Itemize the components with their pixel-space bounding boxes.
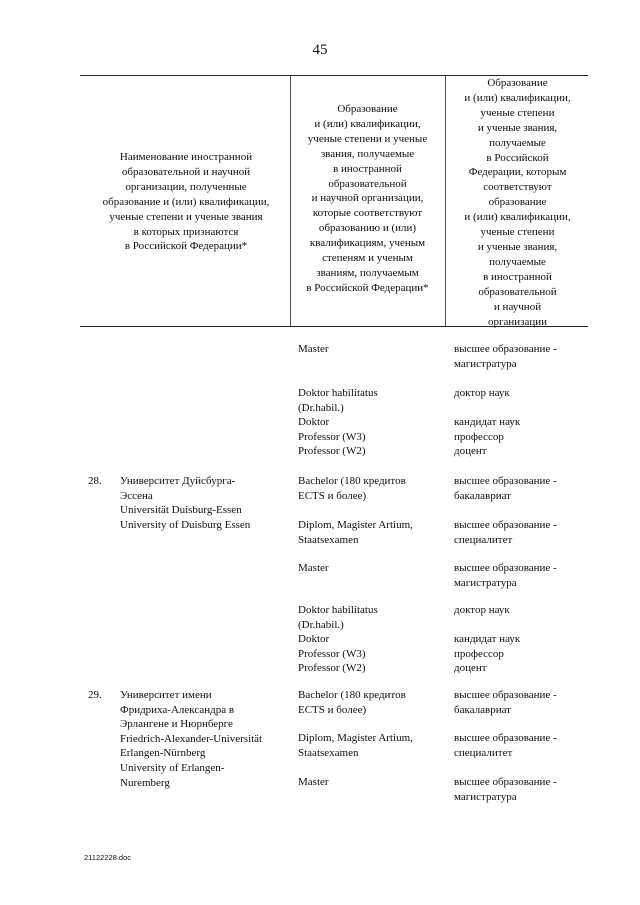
document-footer: 21122228.doc <box>84 853 131 862</box>
foreign-qualification: Diplom, Magister Artium, Staatsexamen <box>298 519 413 546</box>
row-number: 29. <box>88 689 102 701</box>
organization-name: Университет Дуйсбурга- Эссена Universität Duisburg-Essen University of Duisburg Essen <box>120 475 251 531</box>
column-divider-1 <box>290 76 291 326</box>
row-number: 28. <box>88 475 102 487</box>
russian-qualification: доктор наук кандидат наук профессор доцент <box>454 387 521 458</box>
russian-qualification: высшее образование - магистратура <box>454 343 557 370</box>
page-number: 45 <box>312 42 328 58</box>
foreign-qualification: Doktor habilitatus (Dr.habil.) Doktor Professor (W3) Professor (W2) <box>298 387 378 458</box>
foreign-qualification: Bachelor (180 кредитов ECTS и более) <box>298 689 406 716</box>
header-foreign-qualification: Образование и (или) квалификации, ученые степени и ученые звания, получаемые в иностранной образовательной и научной организации, которые соответствуют образованию и (или) квалификациям, ученым степеням и ученым званиям, получаемым в Российской Федерации* <box>306 103 429 294</box>
foreign-qualification: Master <box>298 776 329 788</box>
header-foreign-organization: Наименование иностранной образовательной и научной организации, полученные образование и (или) квалификации, ученые степени и ученые звания в которых признаются в Российской Федерации* <box>102 151 270 253</box>
russian-qualification: высшее образование - магистратура <box>454 562 557 589</box>
header-russian-qualification: Образование и (или) квалификации, ученые степени и ученые звания, получаемые в Российской Федерации, которым соответствуют образование и (или) квалификации, ученые степени и ученые звания, получаемые в иностранной образовательной и научной организации <box>464 77 571 328</box>
russian-qualification: высшее образование - магистратура <box>454 776 557 803</box>
foreign-qualification: Master <box>298 562 329 574</box>
column-divider-2 <box>445 76 446 326</box>
foreign-qualification: Master <box>298 343 329 355</box>
foreign-qualification: Bachelor (180 кредитов ECTS и более) <box>298 475 406 502</box>
foreign-qualification: Doktor habilitatus (Dr.habil.) Doktor Professor (W3) Professor (W2) <box>298 604 378 675</box>
russian-qualification: высшее образование - специалитет <box>454 732 557 759</box>
russian-qualification: высшее образование - специалитет <box>454 519 557 546</box>
foreign-qualification: Diplom, Magister Artium, Staatsexamen <box>298 732 413 759</box>
russian-qualification: высшее образование - бакалавриат <box>454 689 557 716</box>
organization-name: Университет имени Фридриха-Александра в Эрлангене и Нюрнберге Friedrich-Alexander-Universität Erlangen-Nürnberg University of Erlangen- Nuremberg <box>120 689 263 789</box>
russian-qualification: высшее образование - бакалавриат <box>454 475 557 502</box>
russian-qualification: доктор наук кандидат наук профессор доцент <box>454 604 521 675</box>
